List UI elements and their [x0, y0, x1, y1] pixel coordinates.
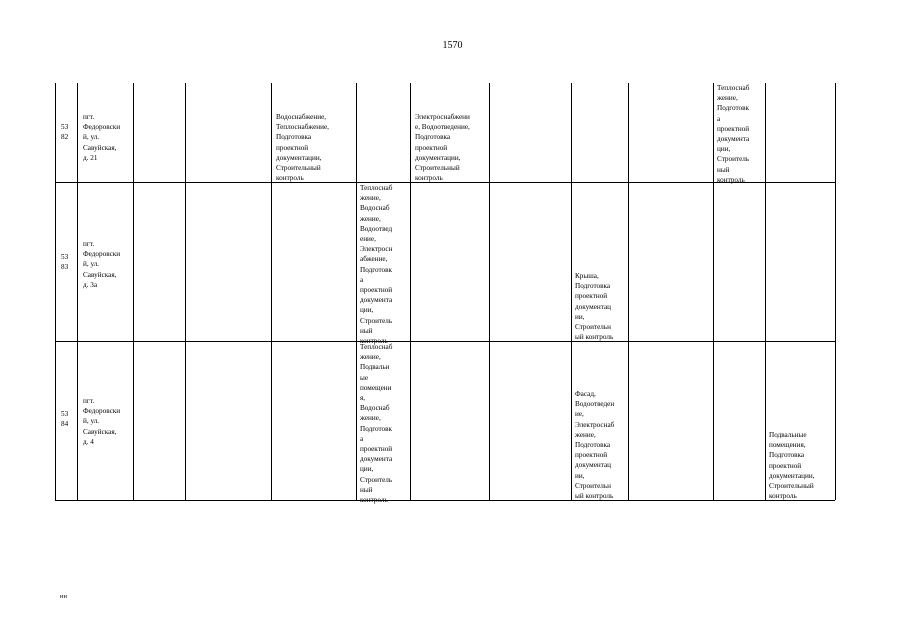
- row-number-cell: 53 83: [61, 253, 69, 272]
- address-cell: пгт. Федоровски й, ул. Савуйская, д. 4: [83, 397, 121, 446]
- row-number-cell: 53 82: [61, 123, 69, 142]
- address-cell: пгт. Федоровски й, ул. Савуйская, д. 21: [83, 113, 121, 162]
- column-divider: [835, 83, 836, 500]
- column-divider: [271, 83, 272, 500]
- work-types-cell: Водоснабжение, Теплоснабжение, Подготовка проектной документации, Строительный контроль: [276, 113, 329, 183]
- column-divider: [628, 83, 629, 500]
- work-types-cell: Подвальные помещения, Подготовка проектной документации, Строительный контроль: [769, 431, 815, 501]
- page-number: 1570: [442, 40, 463, 51]
- work-types-cell: Теплоснаб жение, Водоснаб жение, Водоотвед ение, Электросн абжение, Подготовк а проектной документа ции, Строитель ный контроль: [360, 184, 393, 346]
- row-number-cell: 53 84: [61, 410, 69, 429]
- address-cell: пгт. Федоровски й, ул. Савуйская, д. 3а: [83, 240, 121, 289]
- column-divider: [133, 83, 134, 500]
- work-types-cell: Фасад, Водоотведен ие, Электроснаб жение, Подготовка проектной документац ии, Строительн ый контроль: [575, 390, 615, 501]
- footer-mark: нн: [60, 593, 67, 600]
- column-divider: [765, 83, 766, 500]
- column-divider: [356, 83, 357, 500]
- column-divider: [77, 83, 78, 500]
- column-divider: [185, 83, 186, 500]
- work-types-cell: Электроснабжени е, Водоотведение, Подготовка проектной документации, Строительный контроль: [415, 113, 470, 183]
- row-divider: [56, 341, 835, 342]
- column-divider: [410, 83, 411, 500]
- repair-schedule-table: [55, 83, 835, 505]
- work-types-cell: Теплоснаб жение, Подготовк а проектной документа ции, Строитель ный контроль: [717, 84, 750, 184]
- work-types-cell: Крыша, Подготовка проектной документац ии, Строительн ый контроль: [575, 272, 614, 342]
- column-divider: [571, 83, 572, 500]
- column-divider: [713, 83, 714, 500]
- work-types-cell: Теплоснаб жение, Подвальн ые помещени я, Водоснаб жение, Подготовк а проектной документа ции, Строитель ный контроль: [360, 343, 393, 505]
